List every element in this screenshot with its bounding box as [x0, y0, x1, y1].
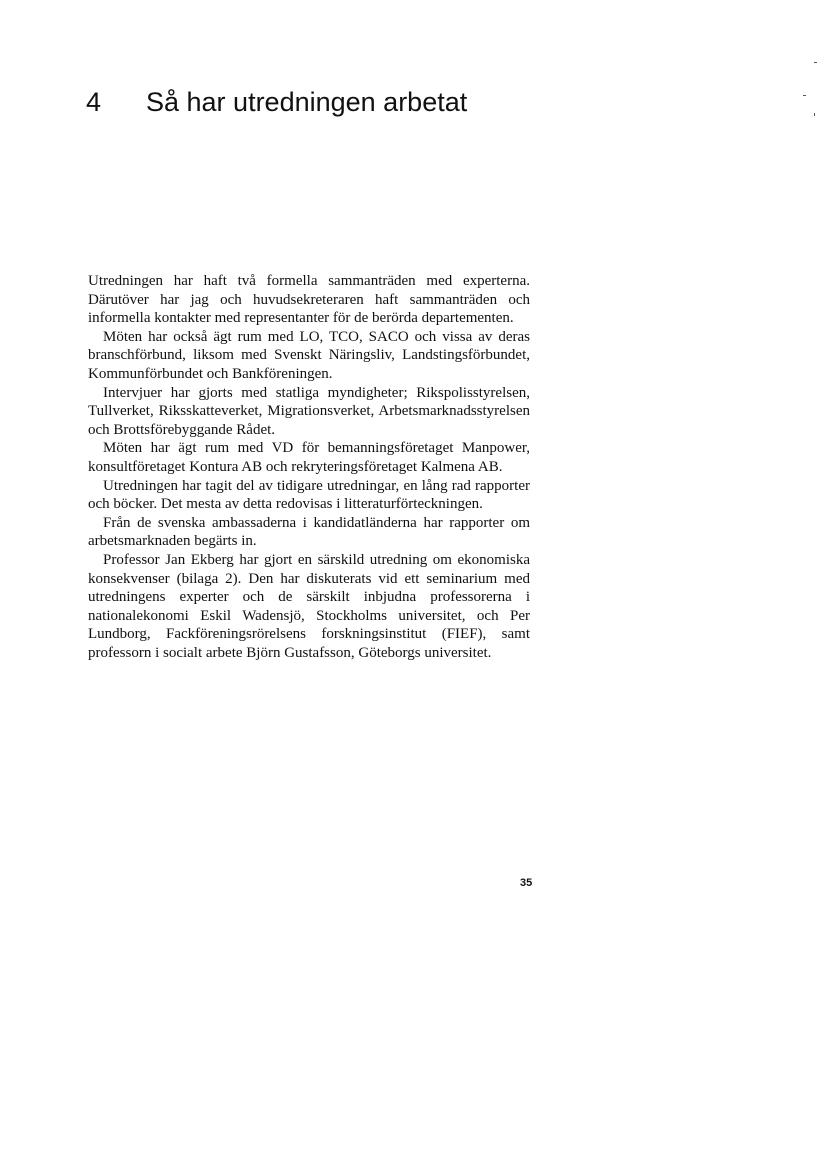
scan-speck	[803, 95, 806, 96]
paragraph-embassies: Från de svenska ambassaderna i kandidatländerna har rapporter om arbetsmarknaden begärts in.	[88, 514, 530, 550]
paragraph-meetings-experts: Utredningen har haft två formella sammanträden med experterna. Därutöver har jag och huvudsekreteraren haft sammanträden och informella kontakter med representanter för de berörda departementen.	[88, 273, 530, 327]
paragraph-literature: Utredningen har tagit del av tidigare utredningar, en lång rad rapporter och böcker. Det mesta av detta redovisas i litteraturförteckningen.	[88, 477, 530, 513]
paragraph-interviews: Intervjuer har gjorts med statliga myndigheter; Rikspolisstyrelsen, Tullverket, Riksskatteverket, Migrationsverket, Arbetsmarknadsstyrelsen och Brottsförebyggande Rådet.	[88, 384, 530, 438]
chapter-number: 4	[86, 87, 102, 117]
scan-speck	[814, 113, 815, 116]
chapter-title: Så har utredningen arbetat	[146, 87, 468, 117]
paragraph-companies: Möten har ägt rum med VD för bemanningsföretaget Manpower, konsultföretaget Kontura AB och rekryteringsföretaget Kalmena AB.	[88, 440, 530, 475]
paragraph-ekberg-study: Professor Jan Ekberg har gjort en särskild utredning om ekonomiska konsekvenser (bilaga 2). Den har diskuterats vid ett seminarium med utredningens experter och de särskilt inbjudna professorerna i nationalekonomi Eskil Wadensjö, Stockholms universitet, och Per Lundborg, Fackföreningsrörelsens forskningsinstitut (FIEF), samt professorn i socialt arbete Björn Gustafsson, Göteborgs universitet.	[88, 551, 530, 661]
paragraph-meetings-unions: Möten har också ägt rum med LO, TCO, SACO och vissa av deras branschförbund, liksom med Svenskt Näringsliv, Landstingsförbundet, Kommunförbundet och Bankföreningen.	[88, 328, 530, 382]
body-text	[88, 272, 530, 662]
scan-speck	[814, 62, 817, 63]
page-number: 35	[520, 877, 533, 889]
